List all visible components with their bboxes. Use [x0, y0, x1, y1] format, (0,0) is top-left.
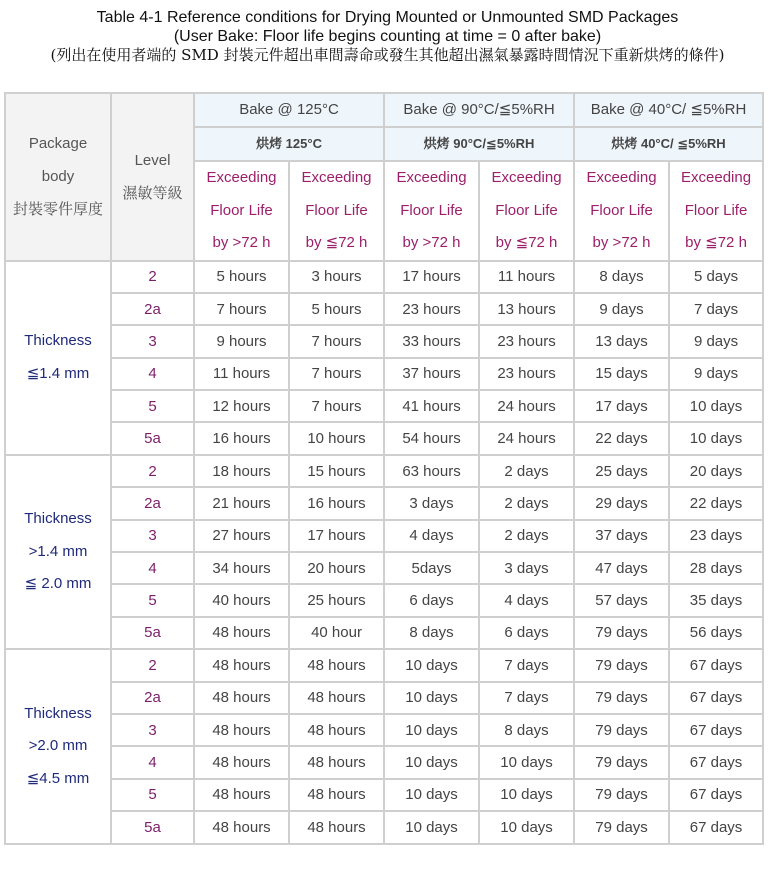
bake-time-cell: 18 hours	[194, 455, 289, 487]
table-row	[5, 811, 763, 843]
bake-40-header-cn: 烘烤 40°C/ ≦5%RH	[574, 127, 763, 161]
exceeding-header-line: by >72 h	[592, 234, 651, 251]
table-row	[5, 325, 763, 357]
table-row	[5, 714, 763, 746]
thickness-label: ≦4.5 mm	[26, 769, 90, 787]
bake-time-cell: 3 hours	[289, 261, 384, 293]
table-row	[5, 293, 763, 325]
level-cell: 4	[111, 358, 194, 390]
bake-time-cell: 79 days	[574, 682, 669, 714]
bake-time-cell: 5 hours	[194, 261, 289, 293]
bake-time-cell: 79 days	[574, 811, 669, 843]
exceeding-header-line: Floor Life	[590, 201, 653, 219]
bake-time-cell: 2 days	[479, 455, 574, 487]
bake-time-cell: 10 days	[384, 779, 479, 811]
exceeding-header-line: Floor Life	[400, 201, 463, 219]
package-body-label-1: Package	[28, 135, 88, 153]
bake-time-cell: 33 hours	[384, 325, 479, 357]
level-cell: 3	[111, 325, 194, 357]
bake-time-cell: 7 days	[479, 682, 574, 714]
level-label: Level	[134, 151, 171, 169]
bake-time-cell: 48 hours	[194, 617, 289, 649]
bake-time-cell: 4 days	[479, 584, 574, 616]
bake-time-cell: 16 hours	[194, 422, 289, 454]
exceeding-header-line: by ≦72 h	[685, 234, 747, 251]
bake-time-cell: 67 days	[669, 746, 763, 778]
bake-time-cell: 13 hours	[479, 293, 574, 325]
table-header	[5, 93, 763, 261]
bake-time-cell: 13 days	[574, 325, 669, 357]
bake-time-cell: 10 days	[384, 811, 479, 843]
bake-time-cell: 10 days	[479, 811, 574, 843]
exceeding-header-line: by ≦72 h	[495, 234, 558, 251]
bake-time-cell: 35 days	[669, 584, 763, 616]
bake-conditions-table	[4, 92, 764, 845]
bake-time-cell: 48 hours	[289, 714, 384, 746]
bake-time-cell: 10 hours	[289, 422, 384, 454]
exceeding-header-line: Floor Life	[495, 201, 558, 219]
level-label-cn: 濕敏等級	[122, 184, 183, 202]
bake-time-cell: 67 days	[669, 682, 763, 714]
bake-time-cell: 8 days	[574, 261, 669, 293]
level-cell: 5a	[111, 617, 194, 649]
exceeding-header-line: Exceeding	[586, 169, 657, 186]
bake-time-cell: 20 hours	[289, 552, 384, 584]
bake-time-cell: 79 days	[574, 649, 669, 681]
table-row	[5, 261, 763, 293]
bake-time-cell: 57 days	[574, 584, 669, 616]
bake-time-cell: 25 days	[574, 455, 669, 487]
table-title: Table 4-1 Reference conditions for Drying Mounted or Unmounted SMD Packages	[96, 9, 679, 26]
bake-time-cell: 9 days	[669, 358, 763, 390]
exceeding-header-line: Exceeding	[301, 169, 372, 186]
level-cell: 2	[111, 261, 194, 293]
exceeding-header-cell	[574, 161, 669, 261]
exceeding-header-line: by >72 h	[402, 234, 461, 251]
thickness-label: ≦1.4 mm	[26, 364, 90, 382]
bake-time-cell: 67 days	[669, 649, 763, 681]
exceeding-header-line: Exceeding	[491, 169, 562, 186]
bake-time-cell: 4 days	[384, 520, 479, 552]
bake-time-cell: 11 hours	[194, 358, 289, 390]
table-subtitle: (User Bake: Floor life begins counting at time = 0 after bake)	[173, 28, 602, 45]
level-cell: 3	[111, 714, 194, 746]
bake-time-cell: 9 hours	[194, 325, 289, 357]
bake-time-cell: 10 days	[384, 714, 479, 746]
bake-time-cell: 5 days	[669, 261, 763, 293]
bake-time-cell: 48 hours	[289, 746, 384, 778]
bake-time-cell: 40 hours	[194, 584, 289, 616]
exceeding-header-line: Floor Life	[210, 201, 273, 219]
bake-time-cell: 10 days	[384, 746, 479, 778]
level-cell: 4	[111, 552, 194, 584]
level-cell: 5	[111, 779, 194, 811]
bake-time-cell: 16 hours	[289, 487, 384, 519]
exceeding-header-line: Exceeding	[206, 169, 277, 186]
exceeding-header-cell	[669, 161, 763, 261]
bake-time-cell: 48 hours	[289, 779, 384, 811]
table-body	[5, 261, 763, 844]
table-row	[5, 746, 763, 778]
bake-time-cell: 23 hours	[384, 293, 479, 325]
thickness-group-cell	[5, 261, 111, 455]
bake-time-cell: 24 hours	[479, 422, 574, 454]
bake-125-header-cn: 烘烤 125°C	[194, 127, 384, 161]
exceeding-header-line: Exceeding	[681, 169, 752, 186]
thickness-label: ≦ 2.0 mm	[24, 575, 92, 593]
thickness-label: Thickness	[24, 510, 92, 528]
table-row	[5, 649, 763, 681]
exceeding-header-line: Floor Life	[305, 201, 368, 219]
bake-time-cell: 79 days	[574, 746, 669, 778]
bake-time-cell: 17 hours	[289, 520, 384, 552]
level-cell: 2a	[111, 293, 194, 325]
bake-time-cell: 3 days	[384, 487, 479, 519]
table-row	[5, 584, 763, 616]
bake-time-cell: 67 days	[669, 811, 763, 843]
bake-time-cell: 7 days	[669, 293, 763, 325]
bake-time-cell: 10 days	[669, 390, 763, 422]
bake-time-cell: 21 hours	[194, 487, 289, 519]
level-cell: 4	[111, 746, 194, 778]
bake-time-cell: 48 hours	[194, 779, 289, 811]
thickness-label: Thickness	[24, 332, 92, 350]
bake-90-header-cn: 烘烤 90°C/≦5%RH	[384, 127, 574, 161]
table-subtitle-chinese: (列出在使用者端的 SMD 封裝元件超出車間壽命或發生其他超出濕氣暴露時間情況下重新烘烤的條件)	[50, 46, 725, 64]
bake-time-cell: 10 days	[479, 746, 574, 778]
bake-time-cell: 79 days	[574, 617, 669, 649]
bake-time-cell: 22 days	[574, 422, 669, 454]
bake-time-cell: 15 hours	[289, 455, 384, 487]
level-cell: 2	[111, 455, 194, 487]
bake-time-cell: 37 days	[574, 520, 669, 552]
bake-time-cell: 7 hours	[289, 325, 384, 357]
bake-time-cell: 48 hours	[194, 649, 289, 681]
bake-time-cell: 37 hours	[384, 358, 479, 390]
bake-time-cell: 17 hours	[384, 261, 479, 293]
bake-time-cell: 79 days	[574, 714, 669, 746]
exceeding-header-cell	[194, 161, 289, 261]
bake-40-header: Bake @ 40°C/ ≦5%RH	[574, 93, 763, 127]
bake-time-cell: 29 days	[574, 487, 669, 519]
bake-time-cell: 7 hours	[289, 358, 384, 390]
bake-time-cell: 11 hours	[479, 261, 574, 293]
bake-time-cell: 9 days	[669, 325, 763, 357]
bake-time-cell: 10 days	[669, 422, 763, 454]
table-row	[5, 390, 763, 422]
bake-time-cell: 24 hours	[479, 390, 574, 422]
bake-time-cell: 12 hours	[194, 390, 289, 422]
bake-time-cell: 17 days	[574, 390, 669, 422]
thickness-label: >2.0 mm	[28, 737, 88, 755]
bake-time-cell: 2 days	[479, 487, 574, 519]
bake-time-cell: 40 hour	[289, 617, 384, 649]
package-body-header	[5, 93, 111, 261]
level-cell: 2a	[111, 487, 194, 519]
bake-time-cell: 79 days	[574, 779, 669, 811]
bake-time-cell: 20 days	[669, 455, 763, 487]
bake-time-cell: 10 days	[384, 682, 479, 714]
thickness-label: >1.4 mm	[28, 542, 88, 560]
bake-time-cell: 23 days	[669, 520, 763, 552]
table-row	[5, 520, 763, 552]
bake-time-cell: 48 hours	[194, 811, 289, 843]
level-cell: 5	[111, 390, 194, 422]
bake-time-cell: 67 days	[669, 714, 763, 746]
bake-time-cell: 47 days	[574, 552, 669, 584]
bake-time-cell: 67 days	[669, 779, 763, 811]
level-cell: 3	[111, 520, 194, 552]
table-row	[5, 552, 763, 584]
bake-time-cell: 48 hours	[289, 682, 384, 714]
table-row	[5, 422, 763, 454]
bake-time-cell: 7 hours	[289, 390, 384, 422]
thickness-group-cell	[5, 455, 111, 649]
exceeding-header-cell	[289, 161, 384, 261]
exceeding-header-line: by ≦72 h	[305, 234, 368, 251]
bake-time-cell: 25 hours	[289, 584, 384, 616]
bake-time-cell: 10 days	[384, 649, 479, 681]
level-cell: 2	[111, 649, 194, 681]
bake-time-cell: 2 days	[479, 520, 574, 552]
bake-time-cell: 41 hours	[384, 390, 479, 422]
package-body-label-2: body	[41, 168, 75, 186]
table-row	[5, 617, 763, 649]
bake-time-cell: 48 hours	[194, 682, 289, 714]
bake-time-cell: 5 hours	[289, 293, 384, 325]
level-header	[111, 93, 194, 261]
bake-time-cell: 3 days	[479, 552, 574, 584]
bake-time-cell: 22 days	[669, 487, 763, 519]
bake-time-cell: 8 days	[479, 714, 574, 746]
table-row	[5, 682, 763, 714]
bake-time-cell: 5days	[384, 552, 479, 584]
level-cell: 2a	[111, 682, 194, 714]
table-row	[5, 779, 763, 811]
bake-time-cell: 8 days	[384, 617, 479, 649]
bake-time-cell: 27 hours	[194, 520, 289, 552]
level-cell: 5	[111, 584, 194, 616]
thickness-label: Thickness	[24, 704, 92, 722]
package-body-label-cn: 封裝零件厚度	[12, 201, 103, 219]
table-title-block	[0, 0, 775, 65]
table-row	[5, 358, 763, 390]
bake-time-cell: 56 days	[669, 617, 763, 649]
exceeding-header-line: Floor Life	[684, 201, 748, 219]
exceeding-header-line: by >72 h	[212, 234, 271, 251]
bake-time-cell: 23 hours	[479, 325, 574, 357]
bake-time-cell: 34 hours	[194, 552, 289, 584]
bake-time-cell: 48 hours	[194, 714, 289, 746]
bake-time-cell: 7 hours	[194, 293, 289, 325]
bake-time-cell: 28 days	[669, 552, 763, 584]
bake-time-cell: 48 hours	[289, 649, 384, 681]
bake-time-cell: 48 hours	[194, 746, 289, 778]
bake-time-cell: 6 days	[384, 584, 479, 616]
bake-time-cell: 63 hours	[384, 455, 479, 487]
bake-90-header: Bake @ 90°C/≦5%RH	[384, 93, 574, 127]
table-row	[5, 455, 763, 487]
exceeding-header-cell	[384, 161, 479, 261]
table-row	[5, 487, 763, 519]
bake-time-cell: 10 days	[479, 779, 574, 811]
bake-time-cell: 48 hours	[289, 811, 384, 843]
bake-time-cell: 7 days	[479, 649, 574, 681]
level-cell: 5a	[111, 811, 194, 843]
bake-time-cell: 54 hours	[384, 422, 479, 454]
bake-time-cell: 9 days	[574, 293, 669, 325]
level-cell: 5a	[111, 422, 194, 454]
bake-time-cell: 23 hours	[479, 358, 574, 390]
exceeding-header-cell	[479, 161, 574, 261]
bake-125-header: Bake @ 125°C	[194, 93, 384, 127]
thickness-group-cell	[5, 649, 111, 843]
exceeding-header-line: Exceeding	[396, 169, 467, 186]
bake-time-cell: 15 days	[574, 358, 669, 390]
bake-time-cell: 6 days	[479, 617, 574, 649]
